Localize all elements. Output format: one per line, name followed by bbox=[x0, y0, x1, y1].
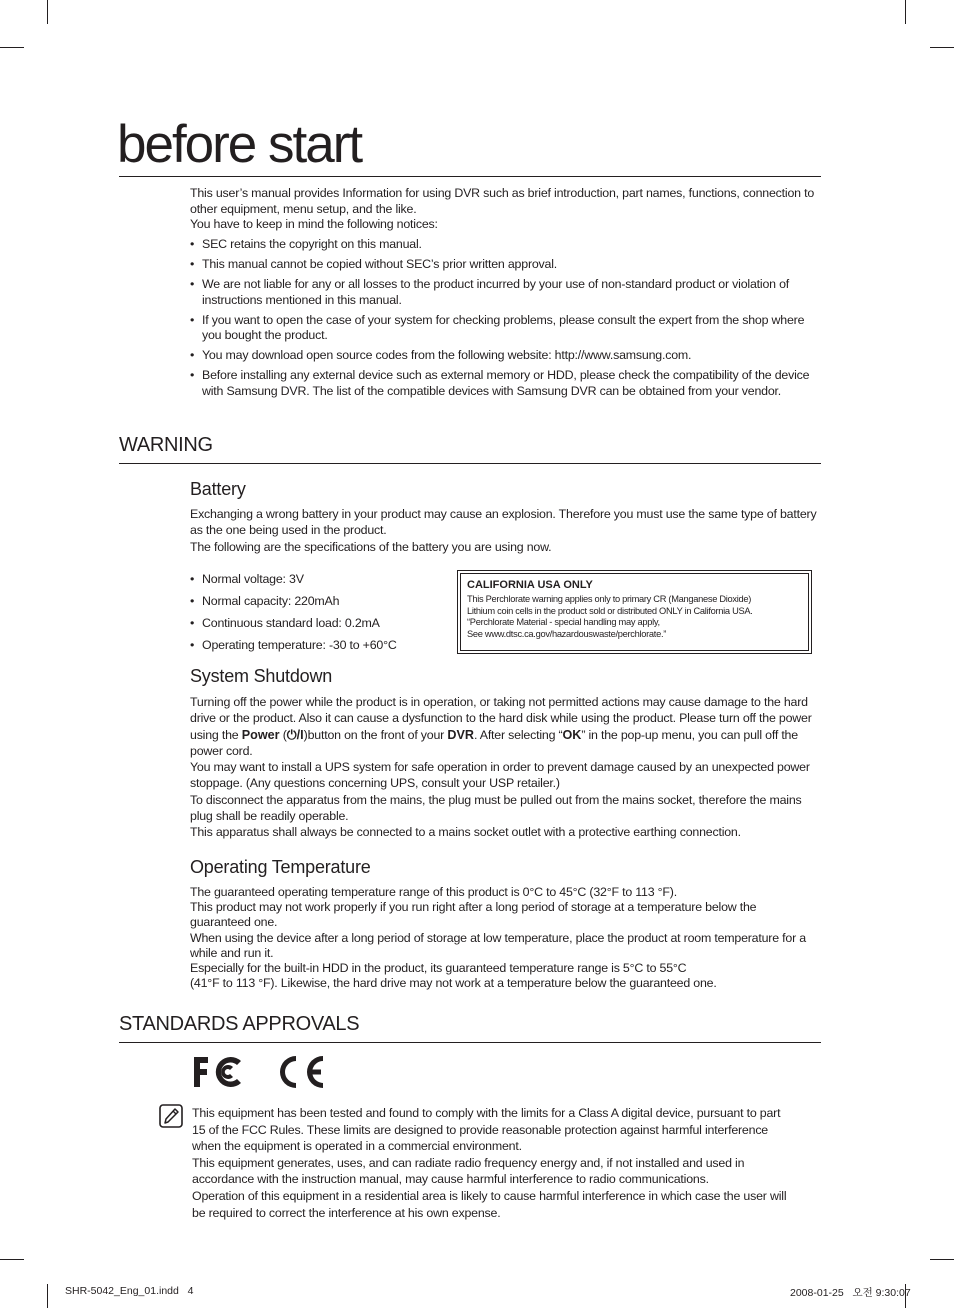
california-notice-line: Lithium coin cells in the product sold or distributed ONLY in California USA. bbox=[467, 605, 753, 616]
list-item: • Before installing any external device such as external memory or HDD, please check the compatibility of the device with Samsung DVR. The list of the compatible devices with Samsung DVR can be obtained from your vendor. bbox=[190, 368, 810, 398]
footer-timestamp: 2008-01-25 오전 9:30:07 bbox=[790, 1287, 911, 1299]
footer-filename: SHR-5042_Eng_01.indd 4 bbox=[65, 1285, 194, 1297]
crop-mark bbox=[0, 1259, 24, 1260]
crop-mark bbox=[930, 1259, 954, 1260]
crop-mark bbox=[930, 47, 954, 48]
power-icon: ⏻/I bbox=[286, 727, 304, 742]
shutdown-paragraph: Turning off the power while the product is in operation, or taking not permitted actions may cause damage to the hard drive or the product. Also it can cause a dysfunction to the hard disk while using the product. Please turn off the power using the Power (⏻/I)button on the front of your DVR. After selecting “OK” in the pop-up menu, you can pull off the power cord. bbox=[190, 695, 812, 758]
section-heading-standards: STANDARDS APPROVALS bbox=[119, 1013, 360, 1035]
dvr-label: DVR bbox=[447, 727, 474, 742]
california-notice-box bbox=[457, 570, 812, 654]
power-button-label: Power bbox=[241, 727, 280, 742]
section-rule bbox=[119, 1042, 821, 1043]
list-item: • SEC retains the copyright on this manual. bbox=[190, 237, 422, 251]
subheading-operating-temperature: Operating Temperature bbox=[190, 857, 371, 877]
temperature-paragraph: The guaranteed operating temperature range of this product is 0°C to 45°C (32°F to 113 °F). bbox=[190, 885, 677, 899]
intro-section bbox=[190, 186, 820, 399]
temperature-text bbox=[190, 885, 820, 991]
temperature-paragraph: (41°F to 113 °F). Likewise, the hard drive may not work at a temperature below the guaranteed one. bbox=[190, 976, 717, 991]
temperature-paragraph: Especially for the built-in HDD in the product, its guaranteed temperature range is 5°C to 55°C bbox=[190, 961, 687, 976]
temperature-paragraph: This product may not work properly if you run right after a long period of storage at a temperature below the guaranteed one. bbox=[190, 900, 757, 930]
shutdown-paragraph: This apparatus shall always be connected to a mains socket outlet with a protective earthing connection. bbox=[190, 825, 741, 840]
fcc-paragraph: This equipment generates, uses, and can radiate radio frequency energy and, if not installed and used in accordance with the instruction manual, may cause harmful interference to radio communications. bbox=[192, 1155, 745, 1187]
shutdown-paragraph: You may want to install a UPS system for safe operation in order to prevent damage caused by an unexpected power stoppage. (Any questions concerning UPS, consult your USP retailer.) bbox=[190, 760, 810, 791]
crop-mark bbox=[47, 1284, 48, 1308]
subheading-battery: Battery bbox=[190, 479, 246, 499]
temperature-paragraph: When using the device after a long period of storage at low temperature, place the product at room temperature for a while and run it. bbox=[190, 930, 806, 960]
crop-mark bbox=[0, 47, 24, 48]
battery-spec-list bbox=[190, 566, 440, 653]
battery-text bbox=[190, 507, 820, 556]
california-notice-title: CALIFORNIA USA ONLY bbox=[467, 579, 593, 591]
ok-label: OK bbox=[562, 727, 582, 742]
list-item: • Operating temperature: -30 to +60°C bbox=[190, 637, 397, 652]
battery-paragraph: Exchanging a wrong battery in your product may cause an explosion. Therefore you must use the same type of battery as the one being used in the product. bbox=[190, 507, 817, 537]
list-item: • If you want to open the case of your system for checking problems, please consult the expert from the shop where you bought the product. bbox=[190, 312, 805, 342]
list-item: • This manual cannot be copied without SEC’s prior written approval. bbox=[190, 257, 558, 271]
crop-mark bbox=[47, 0, 48, 24]
notice-list bbox=[190, 237, 820, 399]
crop-mark bbox=[905, 0, 906, 24]
section-heading-warning: WARNING bbox=[119, 434, 213, 456]
battery-paragraph: The following are the specifications of the battery you are using now. bbox=[190, 540, 552, 554]
shutdown-text bbox=[190, 694, 820, 841]
intro-paragraph: You have to keep in mind the following notices: bbox=[190, 217, 438, 231]
ce-logo bbox=[277, 1054, 337, 1090]
california-notice-line: See www.dtsc.ca.gov/hazardouswaste/perchlorate.” bbox=[467, 628, 667, 639]
list-item: • You may download open source codes from the following website: http://www.samsung.com. bbox=[190, 348, 692, 362]
page-title: before start bbox=[117, 115, 362, 174]
intro-paragraph: This user’s manual provides Information for using DVR such as brief introduction, part names, functions, connection to other equipment, menu setup, and the like. bbox=[190, 186, 815, 216]
fcc-paragraph: Operation of this equipment in a residential area is likely to cause harmful interference in which case the user will be required to correct the interference at his own expense. bbox=[192, 1188, 787, 1220]
note-pencil-icon bbox=[159, 1104, 183, 1128]
fcc-paragraph: This equipment has been tested and found to comply with the limits for a Class A digital device, pursuant to part 15 of the FCC Rules. These limits are designed to provide reasonable protection against harmful interference when the equipment is operated in a commercial environment. bbox=[192, 1106, 781, 1154]
certification-logos bbox=[192, 1054, 332, 1090]
california-notice-line: This Perchlorate warning applies only to primary CR (Manganese Dioxide) bbox=[467, 594, 752, 604]
section-rule bbox=[119, 463, 821, 464]
list-item: • Normal voltage: 3V bbox=[190, 572, 304, 587]
fcc-statement bbox=[192, 1105, 792, 1221]
list-item: • Normal capacity: 220mAh bbox=[190, 594, 340, 609]
subheading-system-shutdown: System Shutdown bbox=[190, 666, 333, 686]
shutdown-paragraph: To disconnect the apparatus from the mains, the plug must be pulled out from the mains socket, therefore the mains plug shall be readily operable. bbox=[190, 792, 802, 824]
list-item: • We are not liable for any or all losses to the product incurred by your use of non-standard product or violation of instructions mentioned in this manual. bbox=[190, 277, 790, 307]
title-rule bbox=[119, 176, 821, 177]
list-item: • Continuous standard load: 0.2mA bbox=[190, 615, 380, 630]
california-notice-line: “Perchlorate Material - special handling may apply, bbox=[467, 617, 660, 628]
